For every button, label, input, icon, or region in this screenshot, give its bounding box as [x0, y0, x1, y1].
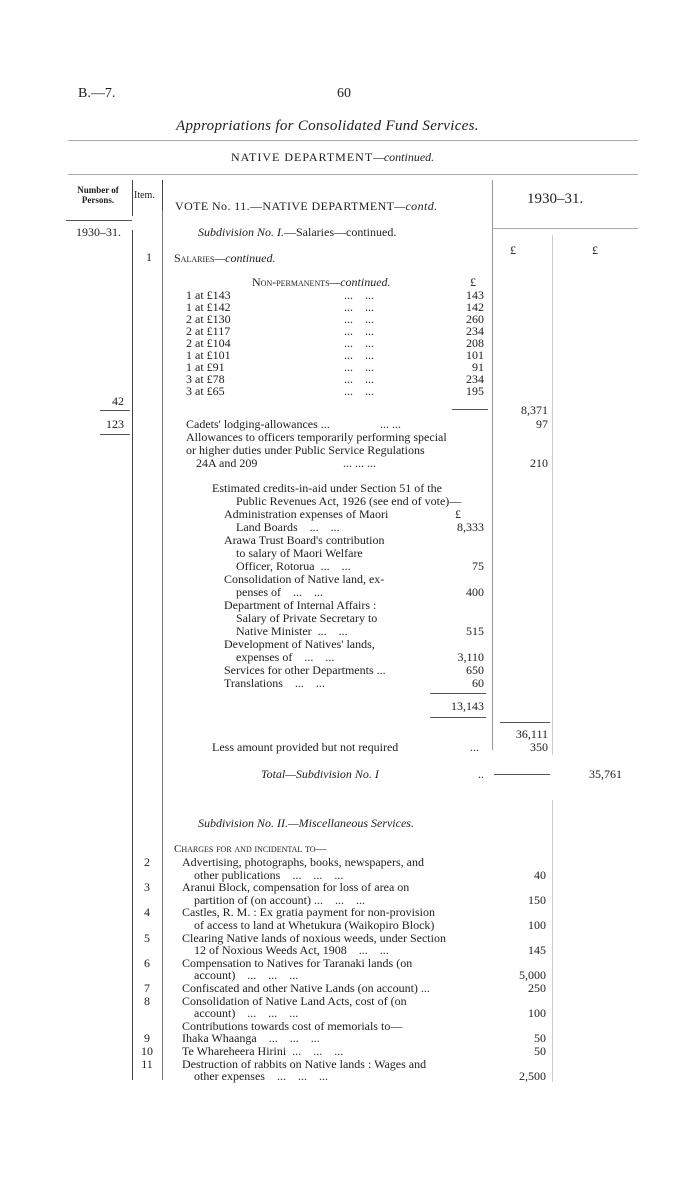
credit-entry: [224, 599, 488, 638]
nonperm-row-label: 1 at £142: [186, 300, 231, 314]
misc-item: [140, 881, 550, 906]
misc-item-amount: 250: [528, 980, 546, 995]
nonperm-row-label: 2 at £104: [186, 336, 231, 350]
misc-item-line: 12 of Noxious Weeds Act, 1908 ... ...: [194, 943, 389, 958]
sub1-title: —Salaries: [284, 225, 334, 239]
nonperm-rows: [186, 289, 486, 397]
persons-count-42: 42: [112, 394, 124, 408]
column-year: 1930–31.: [527, 191, 584, 207]
nonperm-row-amount: 260: [466, 312, 484, 326]
credit-line: Translations ... ...: [224, 676, 325, 690]
misc-item: [140, 932, 550, 957]
nonperm-row-amount: 142: [466, 300, 484, 314]
column-item: Item.: [134, 190, 155, 201]
nonperm-row-dots: ... ...: [344, 348, 374, 362]
allowances-line-3: 24A and 209: [196, 456, 258, 470]
sub2-name: Subdivision No. II.: [198, 816, 288, 830]
total-label: Total—Subdivision No. I: [261, 767, 379, 781]
credit-line: Consolidation of Native land, ex-: [224, 572, 385, 586]
misc-item-line: other expenses ... ... ...: [194, 1069, 328, 1084]
misc-item-line: of access to land at Whetukura (Waikopiro Block): [194, 917, 435, 932]
misc-item-line: account) ... ... ...: [194, 1006, 299, 1021]
credit-line: Salary of Private Secretary to: [236, 611, 378, 625]
misc-item-line: Te Whareheera Hirini ... ... ...: [182, 1043, 344, 1058]
nonperm-row-amount: 143: [466, 288, 484, 302]
nonperm-row: [186, 313, 486, 325]
nonperm-row-amount: 195: [466, 384, 484, 398]
credit-amount: 3,110: [457, 650, 484, 664]
sub1-cont: —continued.: [334, 225, 397, 239]
misc-item-line: Clearing Native lands of noxious weeds, under Section: [182, 930, 446, 945]
less-dots: ...: [470, 740, 479, 754]
credit-line: penses of ... ...: [236, 585, 323, 599]
credit-amount: 60: [472, 676, 484, 690]
persons-count-123: 123: [106, 417, 124, 431]
allowances-dots: ... ... ...: [343, 456, 376, 470]
nonperm-row-amount: 91: [472, 360, 484, 374]
misc-item: [140, 1045, 550, 1058]
misc-item-amount: 150: [528, 892, 546, 907]
credit-amount: 8,333: [457, 520, 484, 534]
nonperm-row-dots: ... ...: [344, 384, 374, 398]
column-persons: Number of Persons.: [77, 185, 119, 205]
nonperm-row: [186, 301, 486, 313]
nonperm-row: [186, 385, 486, 397]
misc-item-line: Consolidation of Native Land Acts, cost of (on: [182, 993, 407, 1008]
gross-total: 36,111: [515, 727, 548, 741]
charges-heading: Charges for and incidental to—: [174, 843, 327, 855]
cadets-label: Cadets' lodging-allowances ...: [186, 417, 330, 431]
misc-item-line: Confiscated and other Native Lands (on account) ...: [182, 980, 430, 995]
misc-item-amount: 100: [528, 1006, 546, 1021]
credit-amount: 400: [466, 585, 484, 599]
misc-item-line: Aranui Block, compensation for loss of area on: [182, 880, 410, 895]
misc-item-line: account) ... ... ...: [194, 968, 299, 983]
misc-item: [140, 982, 550, 995]
misc-item-line: Castles, R. M. : Ex gratia payment for non-provision: [182, 905, 435, 920]
nonperm-cont: —continued.: [329, 275, 391, 289]
nonperm-row-label: 1 at £91: [186, 360, 225, 374]
nonperm-row-dots: ... ...: [344, 312, 374, 326]
page-title: Appropriations for Consolidated Fund Services.: [176, 118, 479, 134]
credit-line: expenses of ... ...: [236, 650, 335, 664]
nonperm-row-label: 1 at £101: [186, 348, 231, 362]
misc-item-line: Contributions towards cost of memorials to—: [182, 1018, 403, 1033]
credits-line-1: Estimated credits-in-aid under Section 51 of the: [212, 481, 442, 495]
nonperm-row: [186, 325, 486, 337]
credit-line: Officer, Rotorua ... ...: [236, 559, 351, 573]
misc-item-number: 7: [144, 980, 150, 995]
salaries-cont: —continued.: [214, 251, 276, 265]
credit-line: Native Minister ... ...: [236, 624, 348, 638]
total-dots: ..: [478, 767, 484, 781]
credit-entry: [224, 677, 488, 690]
persons-year: 1930–31.: [76, 225, 121, 239]
nonperm-row-label: 3 at £65: [186, 384, 225, 398]
credit-line: Arawa Trust Board's contribution: [224, 533, 385, 547]
nonperm-row-dots: ... ...: [344, 324, 374, 338]
credits-line-2: Public Revenues Act, 1926 (see end of vote)—: [236, 494, 462, 508]
misc-item-number: 5: [144, 930, 150, 945]
less-amount: 350: [530, 740, 548, 754]
page-number: 60: [337, 86, 351, 101]
nonperm-row-label: 2 at £117: [186, 324, 231, 338]
salaries-subtotal: 8,371: [521, 403, 548, 417]
misc-item-number: 3: [144, 880, 150, 895]
misc-item-number: 4: [144, 905, 150, 920]
credit-line: Development of Natives' lands,: [224, 637, 375, 651]
credit-line: Land Boards ... ...: [236, 520, 340, 534]
misc-item-number: 11: [141, 1056, 153, 1071]
currency-col-a: £: [510, 243, 516, 257]
misc-item-line: Destruction of rabbits on Native lands : Wages and: [182, 1056, 427, 1071]
cadets-dots: ... ...: [380, 417, 401, 431]
nonperm-row-dots: ... ...: [344, 336, 374, 350]
report-reference: B.—7.: [78, 86, 116, 101]
misc-item: [140, 906, 550, 931]
misc-item: [140, 957, 550, 982]
misc-item-amount: 40: [534, 867, 546, 882]
credit-line: to salary of Maori Welfare: [236, 546, 363, 560]
credit-line: Administration expenses of Maori: [224, 507, 389, 521]
misc-item-line: partition of (on account) ... ... ...: [194, 892, 365, 907]
nonperm-row: [186, 361, 486, 373]
misc-item-amount: 2,500: [519, 1069, 546, 1084]
credits-total: 13,143: [451, 699, 484, 713]
nonperm-row: [186, 289, 486, 301]
cadets-amount: 97: [536, 417, 548, 431]
item-number: 1: [146, 250, 152, 264]
misc-item: [140, 995, 550, 1020]
nonperm-row-label: 2 at £130: [186, 312, 231, 326]
misc-item-line: Advertising, photographs, books, newspapers, and: [182, 855, 424, 869]
nonperm-row-amount: 208: [466, 336, 484, 350]
vote-cont: —contd.: [394, 199, 438, 213]
vote-name: VOTE No. 11.—NATIVE DEPARTMENT: [175, 199, 395, 213]
salaries-heading: [174, 252, 275, 265]
nonperm-row: [186, 349, 486, 361]
credit-amount: 75: [472, 559, 484, 573]
misc-item-number: 6: [144, 955, 150, 970]
credits-currency: £: [455, 507, 461, 521]
nonperm-row-dots: ... ...: [344, 300, 374, 314]
credit-amount: 650: [466, 663, 484, 677]
salaries-label: Salaries: [174, 251, 215, 265]
misc-items: [140, 856, 550, 1083]
nonperm-row-amount: 234: [466, 324, 484, 338]
subdivision-2-heading: [198, 817, 414, 830]
subdivision-1-total: 35,761: [589, 767, 622, 781]
misc-item-amount: 100: [528, 917, 546, 932]
currency-col-b: £: [592, 243, 598, 257]
nonperm-row: [186, 337, 486, 349]
misc-item-amount: 145: [528, 943, 546, 958]
credit-entry: [224, 638, 488, 664]
misc-item-line: Compensation to Natives for Taranaki lands (on: [182, 955, 413, 970]
subdivision-1-heading: [198, 226, 396, 239]
credit-entry: [224, 573, 488, 599]
nonperm-row-dots: ... ...: [344, 288, 374, 302]
credit-line: Department of Internal Affairs :: [224, 598, 377, 612]
nonperm-row-label: 1 at £143: [186, 288, 231, 302]
nonperm-row: [186, 373, 486, 385]
misc-item-line: Ihaka Whaanga ... ... ...: [182, 1031, 320, 1046]
misc-item-number: 10: [141, 1043, 153, 1058]
nonperm-label: Non-permanents: [252, 275, 330, 289]
department-cont: —continued.: [373, 150, 435, 164]
credits-list: [224, 508, 488, 690]
credit-entry: [224, 508, 488, 534]
allowances-amount: 210: [530, 456, 548, 470]
misc-item-amount: 50: [534, 1031, 546, 1046]
nonperm-row-dots: ... ...: [344, 360, 374, 374]
credit-line: Services for other Departments ...: [224, 663, 386, 677]
nonperm-row-label: 3 at £78: [186, 372, 225, 386]
allowances-line-2: or higher duties under Public Service Regulations: [186, 443, 425, 457]
credit-amount: 515: [466, 624, 484, 638]
nonperm-currency: £: [470, 275, 476, 289]
allowances-line-1: Allowances to officers temporarily performing special: [186, 430, 447, 444]
sub1-name: Subdivision No. I.: [198, 225, 284, 239]
misc-item-line: other publications ... ... ...: [194, 867, 344, 882]
misc-item: [140, 856, 550, 881]
vote-heading: [175, 199, 438, 214]
misc-item-number: 2: [144, 855, 150, 869]
nonperm-row-amount: 234: [466, 372, 484, 386]
misc-item: [140, 1058, 550, 1083]
nonperm-row-amount: 101: [466, 348, 484, 362]
department-heading: [231, 150, 434, 165]
misc-item-number: 8: [144, 993, 150, 1008]
credit-entry: [224, 534, 488, 573]
misc-item-amount: 5,000: [519, 968, 546, 983]
sub2-title: —Miscellaneous Services.: [288, 816, 414, 830]
misc-item-amount: 50: [534, 1043, 546, 1058]
nonperm-row-dots: ... ...: [344, 372, 374, 386]
department-name: NATIVE DEPARTMENT: [231, 150, 374, 164]
misc-item-number: 9: [144, 1031, 150, 1046]
less-label: Less amount provided but not required: [212, 740, 399, 754]
